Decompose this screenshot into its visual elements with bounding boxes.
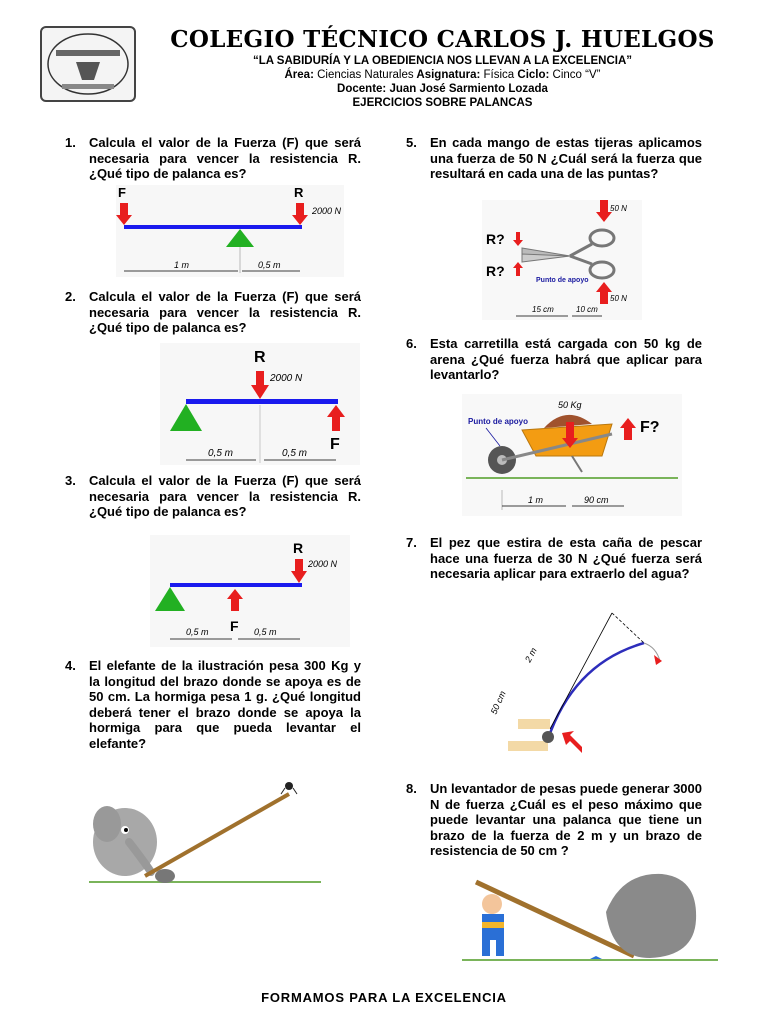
distance-2: 0,5 m [258,260,281,270]
force-label: F [118,185,126,200]
distance-2: 0,5 m [254,627,277,637]
question-2: 2. Calcula el valor de la Fuerza (F) que será necesaria para vencer la resistencia R. ¿Qué tipo de palanca es? [65,289,361,335]
resistance-top-label: R? [486,231,505,247]
figure-5-scissors [482,200,642,325]
distance-2: 90 cm [584,495,609,505]
figure-7-fishing-rod [478,603,668,768]
pivot-label: Punto de apoyo [468,417,528,426]
question-6: 6. Esta carretilla está cargada con 50 kg de arena ¿Qué fuerza habrá que aplicar para levantarlo? [406,336,702,382]
load-label: 2000 N [312,206,342,216]
distance-1: 0,5 m [208,448,234,459]
school-name: COLEGIO TÉCNICO CARLOS J. HUELGOS [170,26,715,53]
ant [285,782,293,790]
distance-1: 0,5 m [186,627,209,637]
footer-motto: FORMAMOS PARA LA EXCELENCIA [261,990,507,1005]
school-logo [40,26,136,102]
figure-3-lever [150,535,350,652]
distance-1: 15 cm [532,305,554,314]
load-label: 2000 N [270,373,303,384]
figure-8-weightlifter [462,862,722,967]
figure-6-wheelbarrow [462,394,682,521]
figure-4-elephant-ant [85,772,325,897]
force-label: F [330,436,340,453]
distance-1: 1 m [528,495,544,505]
question-5: 5. En cada mango de estas tijeras aplicamos una fuerza de 50 N ¿Cuál será la fuerza que resultará en cada una de las puntas? [406,135,702,181]
reel [542,731,554,743]
lever-bar [186,399,338,404]
worksheet-title: EJERCICIOS SOBRE PALANCAS [352,97,533,109]
question-3: 3. Calcula el valor de la Fuerza (F) que será necesaria para vencer la resistencia R. ¿Qué tipo de palanca es? [65,473,361,519]
hand [508,741,548,751]
question-4: 4. El elefante de la ilustración pesa 300 Kg y la longitud del brazo donde se apoya es de 50 cm. La hormiga pesa 1 g. ¿Qué longitud deberá tener el brazo donde se apoya la hormiga para que pueda levantar el elefante? [65,658,361,751]
lever-bar [170,583,302,587]
figure-2-lever [160,343,360,470]
resistance-label: R [293,540,304,556]
fulcrum-rock [155,869,175,883]
load-label: 50 Kg [558,400,582,410]
weightlifter [482,894,502,914]
distance-2: 10 cm [576,305,598,314]
lever-bar [124,225,302,229]
force-label: F [230,618,239,634]
distance-2: 50 cm [488,689,508,716]
resistance-label: R [254,349,266,366]
course-info: Área: Ciencias Naturales Asignatura: Física Ciclo: Cinco “V” [284,69,601,81]
teacher-name: Docente: Juan José Sarmiento Lozada [337,83,548,95]
force-bottom-label: 50 N [610,294,627,303]
resistance-bottom-label: R? [486,263,505,279]
force-label: F? [640,419,660,436]
rock [606,874,696,958]
fishing-rod [548,643,644,739]
question-8: 8. Un levantador de pesas puede generar 3000 N de fuerza ¿Cuál es el peso máximo que puede levantar una palanca que tiene un brazo de la fuerza de 2 m y un brazo de resistencia de 50 cm ? [406,781,702,858]
document-header [150,26,735,110]
force-top-label: 50 N [610,204,627,213]
load-label: 2000 N [308,559,338,569]
question-1: 1. Calcula el valor de la Fuerza (F) que será necesaria para vencer la resistencia R. ¿Qué tipo de palanca es? [65,135,361,181]
distance-1: 1 m [174,260,190,270]
distance-1: 2 m [522,645,539,664]
force-arrow [562,731,582,753]
motto: “LA SABIDURÍA Y LA OBEDIENCIA NOS LLEVAN A LA EXCELENCIA” [252,55,633,67]
distance-2: 0,5 m [282,448,308,459]
lever-board [145,794,289,876]
question-7: 7. El pez que estira de esta caña de pescar hace una fuerza de 30 N ¿Qué fuerza será necesaria aplicar para extraerlo del agua? [406,535,702,581]
resistance-label: R [294,185,304,200]
pivot-label: Punto de apoyo [536,277,589,284]
figure-1-lever [110,185,350,282]
